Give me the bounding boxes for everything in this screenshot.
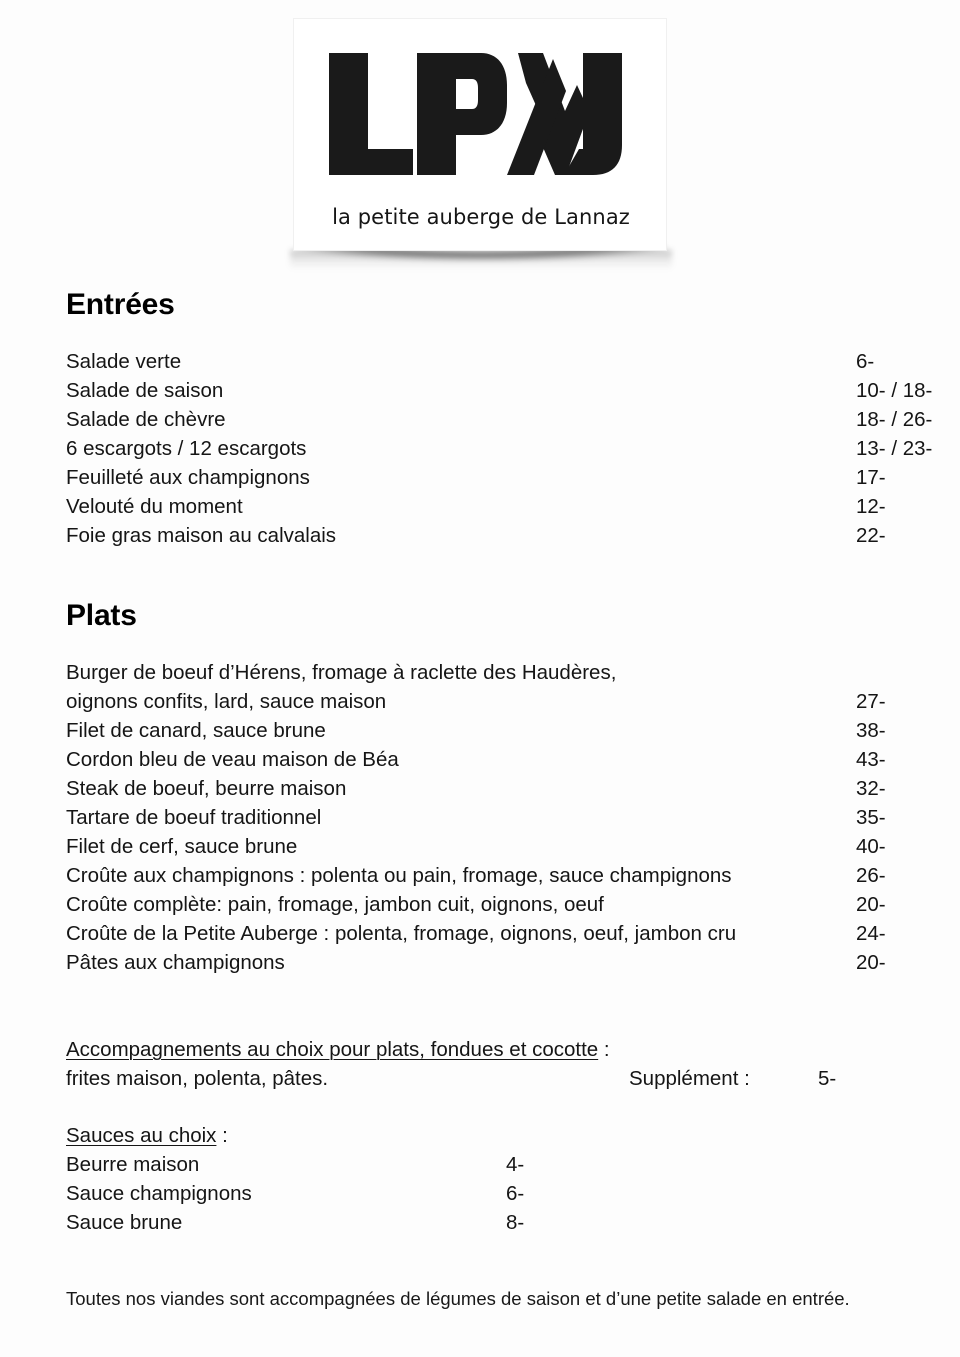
menu-item-price: 6- bbox=[856, 350, 875, 373]
menu-item-price: 35- bbox=[856, 806, 886, 829]
menu-item-price: 13- / 23- bbox=[856, 437, 933, 460]
menu-item-price: 40- bbox=[856, 835, 886, 858]
sauces-heading bbox=[66, 1121, 228, 1150]
menu-item-row bbox=[66, 463, 926, 492]
sauces-heading-underlined: Sauces au choix bbox=[66, 1124, 217, 1147]
menu-item-price: 26- bbox=[856, 864, 886, 887]
menu-item-label: Tartare de boeuf traditionnel bbox=[66, 806, 322, 829]
menu-item-row bbox=[66, 919, 926, 948]
lpal-wordmark-icon bbox=[294, 49, 668, 184]
menu-item-price: 24- bbox=[856, 922, 886, 945]
menu-item-label: Croûte de la Petite Auberge : polenta, fromage, oignons, oeuf, jambon cru bbox=[66, 922, 737, 945]
menu-item-row bbox=[66, 745, 926, 774]
menu-item-row bbox=[66, 434, 933, 463]
menu-item-label: Feuilleté aux champignons bbox=[66, 466, 310, 489]
sauce-row bbox=[66, 1179, 525, 1208]
menu-item-price: 12- bbox=[856, 495, 886, 518]
menu-item-row bbox=[66, 376, 933, 405]
accompagnements-heading-colon: : bbox=[598, 1038, 610, 1061]
menu-item-row bbox=[66, 687, 926, 716]
menu-item-row bbox=[66, 948, 926, 977]
supplement-label: Supplément : bbox=[629, 1067, 750, 1090]
menu-item-label: Foie gras maison au calvalais bbox=[66, 524, 337, 547]
sauce-price: 4- bbox=[506, 1153, 525, 1176]
menu-item-label: Croûte complète: pain, fromage, jambon cuit, oignons, oeuf bbox=[66, 893, 604, 916]
logo-card bbox=[293, 18, 667, 251]
menu-item-row bbox=[66, 890, 926, 919]
sauces-heading-colon: : bbox=[216, 1124, 228, 1147]
menu-item-row bbox=[66, 405, 933, 434]
menu-item-price: 17- bbox=[856, 466, 886, 489]
logo-header bbox=[0, 18, 960, 258]
sauce-row bbox=[66, 1150, 525, 1179]
menu-item-label: Filet de canard, sauce brune bbox=[66, 719, 326, 742]
menu-item-row bbox=[66, 774, 926, 803]
sauce-price: 6- bbox=[506, 1182, 525, 1205]
menu-item-price: 38- bbox=[856, 719, 886, 742]
section-title-entrees: Entrées bbox=[66, 288, 175, 321]
sauce-row bbox=[66, 1208, 525, 1237]
menu-item-label: Cordon bleu de veau maison de Béa bbox=[66, 748, 399, 771]
menu-item-price: 27- bbox=[856, 690, 886, 713]
supplement-price: 5- bbox=[818, 1067, 837, 1090]
menu-item-row bbox=[66, 832, 926, 861]
menu-item-label: Salade de saison bbox=[66, 379, 224, 402]
menu-item-label: Salade verte bbox=[66, 350, 182, 373]
menu-item-row bbox=[66, 861, 926, 890]
accompagnements-heading-underlined: Accompagnements au choix pour plats, fondues et cocotte bbox=[66, 1038, 599, 1061]
accompagnements-row bbox=[66, 1064, 837, 1093]
accompagnements-heading bbox=[66, 1035, 610, 1064]
menu-item-price: 18- / 26- bbox=[856, 408, 933, 431]
menu-item-label: 6 escargots / 12 escargots bbox=[66, 437, 307, 460]
sauce-price: 8- bbox=[506, 1211, 525, 1234]
menu-item-price: 22- bbox=[856, 524, 886, 547]
menu-item-row bbox=[66, 347, 926, 376]
menu-item-row bbox=[66, 658, 926, 687]
sauce-label: Sauce brune bbox=[66, 1211, 183, 1234]
sauce-label: Beurre maison bbox=[66, 1153, 200, 1176]
section-title-plats: Plats bbox=[66, 599, 137, 632]
menu-item-label: Burger de boeuf d’Hérens, fromage à raclette des Haudères, bbox=[66, 661, 617, 684]
menu-item-row bbox=[66, 521, 926, 550]
menu-item-label: Steak de boeuf, beurre maison bbox=[66, 777, 347, 800]
logo-subtitle: la petite auberge de Lannaz bbox=[332, 205, 630, 229]
accompagnements-options: frites maison, polenta, pâtes. bbox=[66, 1067, 329, 1090]
menu-item-label: Croûte aux champignons : polenta ou pain, fromage, sauce champignons bbox=[66, 864, 732, 887]
menu-item-label: Pâtes aux champignons bbox=[66, 951, 285, 974]
menu-item-row bbox=[66, 716, 926, 745]
menu-item-row bbox=[66, 492, 926, 521]
logo-card-shadow-outer bbox=[290, 250, 672, 270]
menu-item-price: 43- bbox=[856, 748, 886, 771]
menu-item-price: 10- / 18- bbox=[856, 379, 933, 402]
menu-item-label: Velouté du moment bbox=[66, 495, 243, 518]
menu-item-price: 32- bbox=[856, 777, 886, 800]
menu-item-row bbox=[66, 803, 926, 832]
menu-item-label: Filet de cerf, sauce brune bbox=[66, 835, 298, 858]
footer-note: Toutes nos viandes sont accompagnées de légumes de saison et d’une petite salade en entrée. bbox=[66, 1288, 850, 1309]
sauce-label: Sauce champignons bbox=[66, 1182, 252, 1205]
menu-item-label: oignons confits, lard, sauce maison bbox=[66, 690, 387, 713]
menu-item-price: 20- bbox=[856, 951, 886, 974]
menu-item-label: Salade de chèvre bbox=[66, 408, 226, 431]
menu-item-price: 20- bbox=[856, 893, 886, 916]
